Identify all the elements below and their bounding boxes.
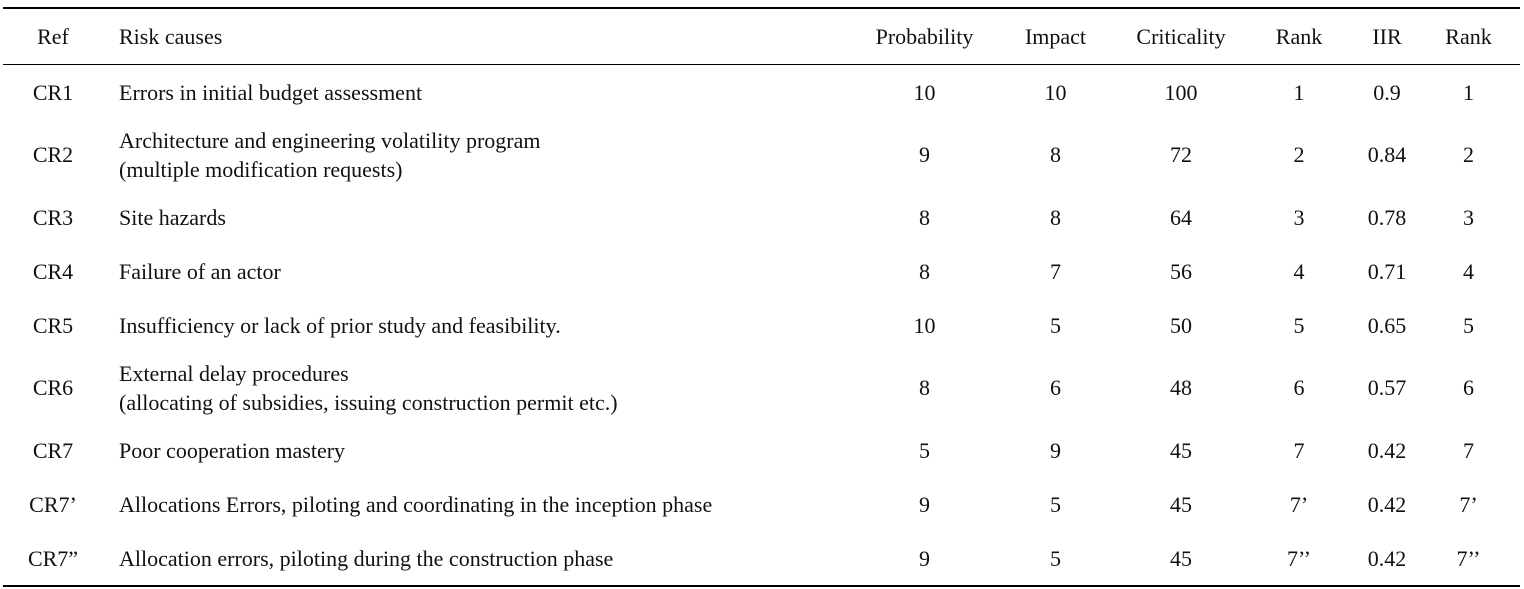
cell-criticality: 64 xyxy=(1170,204,1192,230)
cell-rank: 6 xyxy=(1293,375,1305,400)
table-row xyxy=(3,531,1520,586)
cell-criticality: 45 xyxy=(1170,545,1192,571)
cell-ref: CR2 xyxy=(32,142,74,167)
cell-probability: 8 xyxy=(919,204,930,230)
cell-rank: 5 xyxy=(1293,312,1305,338)
header-impact: Impact xyxy=(1024,24,1087,49)
header-row xyxy=(3,8,1520,65)
cause-text: Architecture and engineering volatility program xyxy=(119,127,541,153)
header-iir: IIR xyxy=(1372,24,1402,49)
cell-ref: CR7’ xyxy=(29,491,77,517)
cell-criticality: 45 xyxy=(1170,491,1192,517)
cell-probability: 8 xyxy=(919,258,930,284)
cell-ref: CR7 xyxy=(32,437,74,463)
cell-ref: CR1 xyxy=(32,79,74,105)
risk-causes-table xyxy=(3,7,1520,587)
table-body xyxy=(3,65,1520,587)
table-row xyxy=(3,244,1520,298)
cell-criticality: 48 xyxy=(1170,375,1192,400)
cell-iir: 0.42 xyxy=(1367,437,1407,463)
cell-iir: 0.84 xyxy=(1367,142,1407,167)
cell-rank: 4 xyxy=(1293,258,1305,284)
cell-ref: CR5 xyxy=(32,312,74,338)
cell-rank: 7 xyxy=(1293,437,1305,463)
cell-impact: 9 xyxy=(1050,437,1061,463)
risk-table-container xyxy=(3,7,1520,587)
cell-rank: 3 xyxy=(1293,204,1305,230)
cause-text: Allocation errors, piloting during the construction phase xyxy=(119,545,614,571)
cell-iir: 0.42 xyxy=(1367,545,1407,571)
cell-criticality: 45 xyxy=(1170,437,1192,463)
cell-risk-cause xyxy=(103,119,859,190)
cell-risk-cause xyxy=(103,352,859,423)
cell-ref: CR3 xyxy=(32,204,74,230)
header-rank: Rank xyxy=(1275,24,1323,49)
cause-text: Poor cooperation mastery xyxy=(119,437,346,463)
cell-iir-rank: 7’ xyxy=(1459,491,1478,517)
cell-ref: CR7” xyxy=(27,545,79,571)
cell-iir-rank: 4 xyxy=(1463,258,1474,284)
cell-ref: CR4 xyxy=(32,258,74,284)
cell-rank: 2 xyxy=(1293,142,1305,167)
table-row xyxy=(3,298,1520,352)
table-row xyxy=(3,65,1520,120)
table-header xyxy=(3,8,1520,65)
cause-subtext: (multiple modification requests) xyxy=(119,156,403,182)
cell-risk-cause xyxy=(103,298,859,352)
header-ref: Ref xyxy=(37,24,69,49)
cell-probability: 10 xyxy=(913,312,936,338)
cell-probability: 5 xyxy=(919,437,930,463)
cause-subtext: (allocating of subsidies, issuing construction permit etc.) xyxy=(119,389,618,415)
cell-iir: 0.71 xyxy=(1367,258,1407,284)
cause-text: Allocations Errors, piloting and coordinating in the inception phase xyxy=(119,491,713,517)
cell-risk-cause xyxy=(103,423,859,477)
cell-risk-cause xyxy=(103,65,859,120)
cell-probability: 8 xyxy=(919,375,930,400)
cause-text: Insufficiency or lack of prior study and feasibility. xyxy=(119,312,561,338)
cell-impact: 5 xyxy=(1050,312,1061,338)
cell-ref: CR6 xyxy=(32,375,74,400)
cell-rank: 7’’ xyxy=(1286,545,1312,571)
cell-iir: 0.78 xyxy=(1367,204,1407,230)
cell-impact: 6 xyxy=(1050,375,1061,400)
cell-iir: 0.42 xyxy=(1367,491,1407,517)
cell-iir-rank: 6 xyxy=(1463,375,1474,400)
cell-probability: 10 xyxy=(913,79,936,105)
cell-rank: 7’ xyxy=(1289,491,1309,517)
cell-criticality: 72 xyxy=(1170,142,1192,167)
header-probability: Probability xyxy=(875,24,974,49)
cell-iir-rank: 7’’ xyxy=(1456,545,1481,571)
cell-probability: 9 xyxy=(919,545,930,571)
cell-rank: 1 xyxy=(1293,79,1305,105)
cell-probability: 9 xyxy=(919,142,930,167)
cell-impact: 7 xyxy=(1050,258,1061,284)
cell-iir: 0.65 xyxy=(1367,312,1407,338)
cell-risk-cause xyxy=(103,190,859,244)
cell-iir-rank: 7 xyxy=(1463,437,1474,463)
cell-impact: 5 xyxy=(1050,491,1061,517)
header-risk-causes: Risk causes xyxy=(119,24,223,49)
table-row xyxy=(3,352,1520,423)
cause-text: Errors in initial budget assessment xyxy=(119,79,423,105)
cell-iir-rank: 5 xyxy=(1463,312,1474,338)
cause-text: Site hazards xyxy=(119,204,226,230)
cell-risk-cause xyxy=(103,477,859,531)
cell-impact: 8 xyxy=(1050,142,1061,167)
cell-criticality: 56 xyxy=(1170,258,1192,284)
cell-risk-cause xyxy=(103,244,859,298)
cell-iir: 0.9 xyxy=(1373,79,1401,105)
header-iir-rank: Rank xyxy=(1445,24,1492,49)
cell-probability: 9 xyxy=(919,491,930,517)
cause-text: External delay procedures xyxy=(119,360,349,386)
cell-iir-rank: 2 xyxy=(1463,142,1474,167)
cell-iir: 0.57 xyxy=(1367,375,1407,400)
cell-iir-rank: 3 xyxy=(1463,204,1474,230)
cell-impact: 10 xyxy=(1044,79,1067,105)
cell-iir-rank: 1 xyxy=(1463,79,1474,105)
table-row xyxy=(3,423,1520,477)
cell-impact: 8 xyxy=(1050,204,1061,230)
table-row xyxy=(3,477,1520,531)
cell-criticality: 100 xyxy=(1164,79,1198,105)
table-row xyxy=(3,119,1520,190)
cell-risk-cause xyxy=(103,531,859,586)
table-row xyxy=(3,190,1520,244)
cause-text: Failure of an actor xyxy=(119,258,281,284)
header-criticality: Criticality xyxy=(1136,24,1226,49)
cell-criticality: 50 xyxy=(1170,312,1192,338)
cell-impact: 5 xyxy=(1050,545,1061,571)
